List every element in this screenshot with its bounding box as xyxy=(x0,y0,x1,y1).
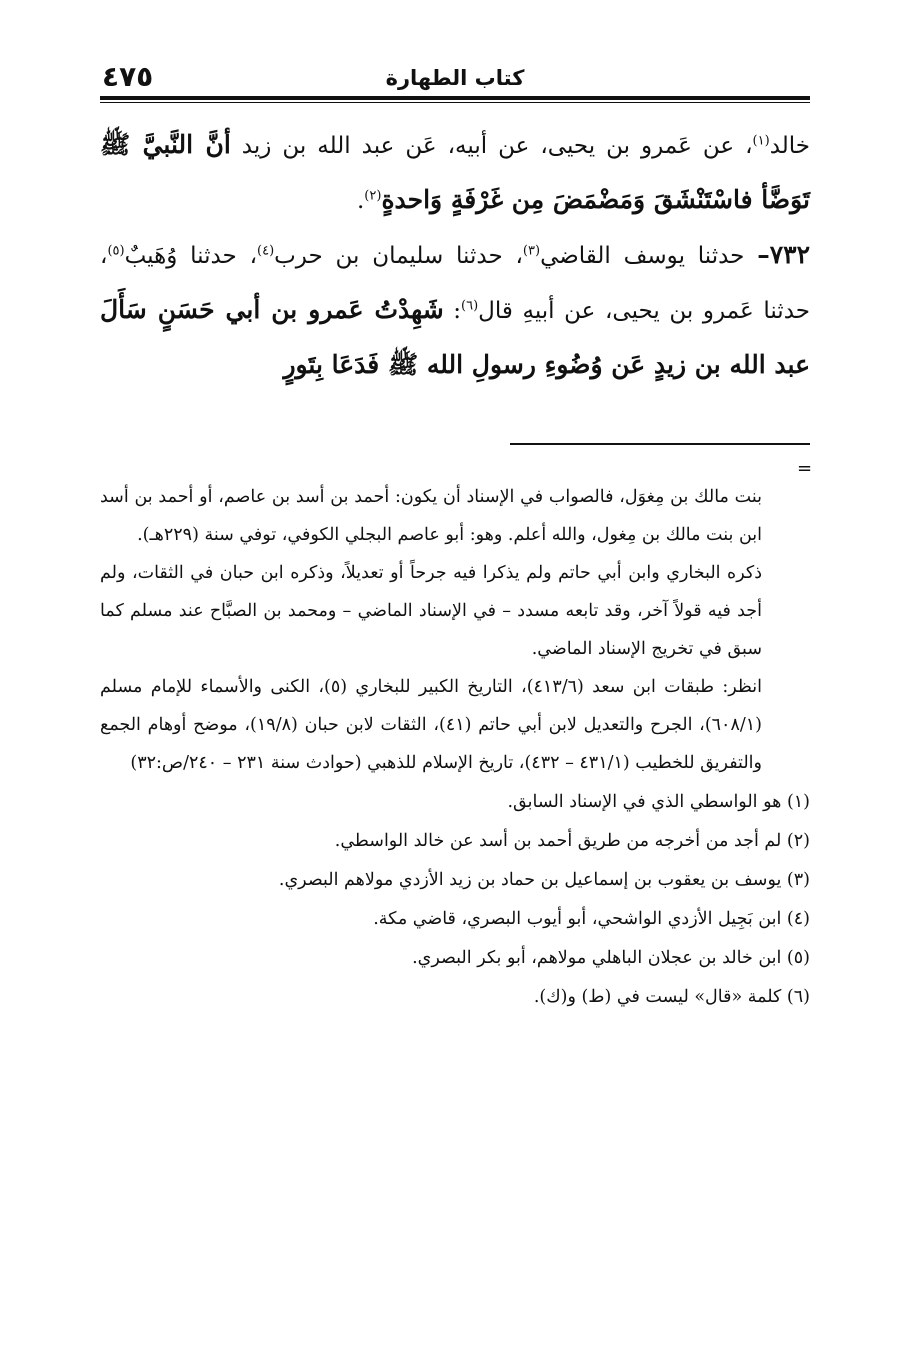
page-number: ٤٧٥ xyxy=(102,60,154,93)
hadith-text-1: أنَّ النَّبيَّ ﷺ تَوَضَّأ فاسْتَنْشَقَ وَمَضْمَضَ مِن غَرْفَةٍ وَاحدةٍ xyxy=(100,130,810,214)
running-header xyxy=(100,60,810,96)
header-rule-thick xyxy=(100,96,810,100)
hadith-text-2: شَهِدْتُ عَمرو بن أبي حَسَنٍ سَأَلَ عبد الله بن زيدٍ عَن وُضُوءِ رسولِ الله ﷺ فَدَعَا بِتَورٍ xyxy=(100,295,810,379)
hadith-paragraph-2: ٧٣٢– حدثنا يوسف القاضي$^{(٣)}$، حدثنا سليمان بن حرب$^{(٤)}$، حدثنا وُهَيبٌ$^{(٥)}$، حدثنا عَمرو بن يحيى، عن أبيهِ قال$^{(٦)}$: شَهِدْتُ عَمرو بن أبي حَسَنٍ سَأَلَ عبد الله بن زيدٍ عَن وُضُوءِ رسولِ الله ﷺ فَدَعَا بِتَورٍ xyxy=(100,240,811,379)
note-continuation-1: بنت مالك بن مِغوَل، فالصواب في الإسناد أن يكون: أحمد بن أسد بن عاصم، أو أحمد بن أسد ابن بنت مالك بن مِغول، والله أعلم. وهو: أبو عاصم البجلي الكوفي، توفي سنة (٢٢٩هـ). xyxy=(100,487,762,545)
footnote-3: (٣) يوسف بن يعقوب بن إسماعيل بن حماد بن زيد الأزدي مولاهم البصري. xyxy=(278,870,810,890)
footnote-ref-5[interactable]: (٥) xyxy=(107,243,125,259)
header-rule-thin xyxy=(100,102,810,103)
footnote-ref-1[interactable]: (١) xyxy=(752,133,770,149)
footnote-6: (٦) كلمة «قال» ليست في (ط) و(ك). xyxy=(533,987,810,1007)
main-text xyxy=(100,118,810,393)
footnotes-section xyxy=(100,478,810,1016)
footnote-2: (٢) لم أجد من أخرجه من طريق أحمد بن أسد عن خالد الواسطي. xyxy=(334,831,810,851)
continuation-mark: = xyxy=(797,458,813,479)
note-continuation-3: انظر: طبقات ابن سعد (٤١٣/٦)، التاريخ الكبير للبخاري (٥)، الكنى والأسماء للإمام مسلم (٦٠٨/١)، الجرح والتعديل لابن أبي حاتم (٤١)، الثقات لابن حبان (١٩/٨)، موضح أوهام الجمع والتفريق للخطيب (٤٣١/١ – ٤٣٢)، تاريخ الإسلام للذهبي (حوادث سنة ٢٣١ – ٢٤٠/ص:٣٢) xyxy=(100,677,762,773)
footnote-separator xyxy=(510,443,810,445)
footnote-5: (٥) ابن خالد بن عجلان الباهلي مولاهم، أبو بكر البصري. xyxy=(412,948,810,968)
footnote-ref-4[interactable]: (٤) xyxy=(257,243,275,259)
footnote-1: (١) هو الواسطي الذي في الإسناد السابق. xyxy=(507,792,810,812)
hadith-paragraph-1: خالد$^{(١)}$، عن عَمرو بن يحيى، عن أبيه، عَن عبد الله بن زيد أنَّ النَّبيَّ ﷺ تَوَضَّأ فاسْتَنْشَقَ وَمَضْمَضَ مِن غَرْفَةٍ وَاحدةٍ$^{(٢)}$. xyxy=(100,130,810,214)
footnote-ref-3[interactable]: (٣) xyxy=(522,243,541,259)
book-title: كتاب الطهارة xyxy=(385,66,525,90)
footnote-ref-2[interactable]: (٢) xyxy=(364,188,382,204)
footnote-ref-6[interactable]: (٦) xyxy=(461,298,479,314)
note-continuation-2: ذكره البخاري وابن أبي حاتم ولم يذكرا فيه جرحاً أو تعديلاً، وذكره ابن حبان في الثقات، ولم أجد فيه قولاً آخر، وقد تابعه مسدد – في الإسناد الماضي – ومحمد بن الصبَّاح عند مسلم كما سبق في تخريج الإسناد الماضي. xyxy=(100,563,762,659)
footnote-4: (٤) ابن بَجِيل الأزدي الواشحي، أبو أيوب البصري، قاضي مكة. xyxy=(373,909,810,929)
hadith-number: ٧٣٢– xyxy=(757,240,811,269)
